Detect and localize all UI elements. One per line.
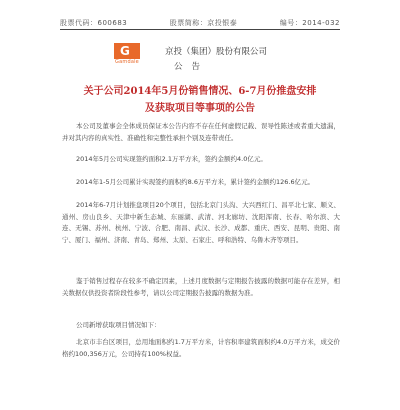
paragraph-ytd-sales: 2014年1-5月公司累计实现签约面积约8.6万平方米，累计签约金额约126.6亿元。 [76, 178, 315, 186]
paragraph-launch-plan: 2014年6-7月计划推盘项目20个项目，包括北京门头沟、大兴西红门、昌平北七家、顺义、通州、房山良乡、天津中新生态城、东丽湖、武清、河北廊坊、沈阳浑南、长春、哈尔滨、大连、无锡、苏州、杭州、宁波、合肥、南昌、武汉、长沙、成都、重庆、西安、昆明、贵阳、南宁、厦门、福州、济南、青岛、郑州、太原、石家庄、呼和浩特、乌鲁木齐等项目。 [62, 201, 340, 244]
paragraph-new-projects-intro: 公司新增获取项目情况如下： [76, 321, 161, 329]
paragraph-may-sales: 2014年5月公司实现签约面积2.1万平方米，签约金额约4.0亿元。 [76, 155, 267, 163]
company-logo [110, 43, 144, 67]
logo-mark [114, 43, 140, 59]
stock-info-bar [60, 18, 340, 28]
document-type: 公告 [174, 62, 210, 72]
announcement-number: 编号：2014-032 [279, 19, 340, 27]
paragraph-new-project-detail: 北京市丰台区项目，总用地面积约1.7万平方米，计容积率建筑面积约4.0万平方米，成交价格约100,356万元，公司持有100%权益。 [62, 338, 340, 358]
header-rule [60, 29, 340, 30]
announcement-title-line1: 关于公司2014年5月份销售情况、6-7月份推盘安排 [83, 86, 317, 97]
announcement-title-line2: 及获取项目等事项的公告 [145, 103, 255, 114]
logo-glyph: G [120, 44, 130, 58]
stock-name: 股票简称：京投银泰 [169, 19, 238, 27]
paragraph-data-caveat: 鉴于销售过程存在较多不确定因素，上述月度数据与定期报告披露的数据可能存在差异，相关数据仅供投资者阶段性参考，请以公司定期报告披露的数据为准。 [62, 277, 340, 297]
logo-wordmark: Gamdale [115, 59, 139, 65]
company-name: 京投（集团）股份有限公司 [165, 47, 268, 57]
stock-code: 股票代码：600683 [60, 19, 128, 27]
paragraph-disclaimer: 本公司及董事会全体成员保证本公告内容不存在任何虚假记载、误导性陈述或者重大遗漏，并对其内容的真实性、准确性和完整性承担个别及连带责任。 [62, 122, 340, 142]
